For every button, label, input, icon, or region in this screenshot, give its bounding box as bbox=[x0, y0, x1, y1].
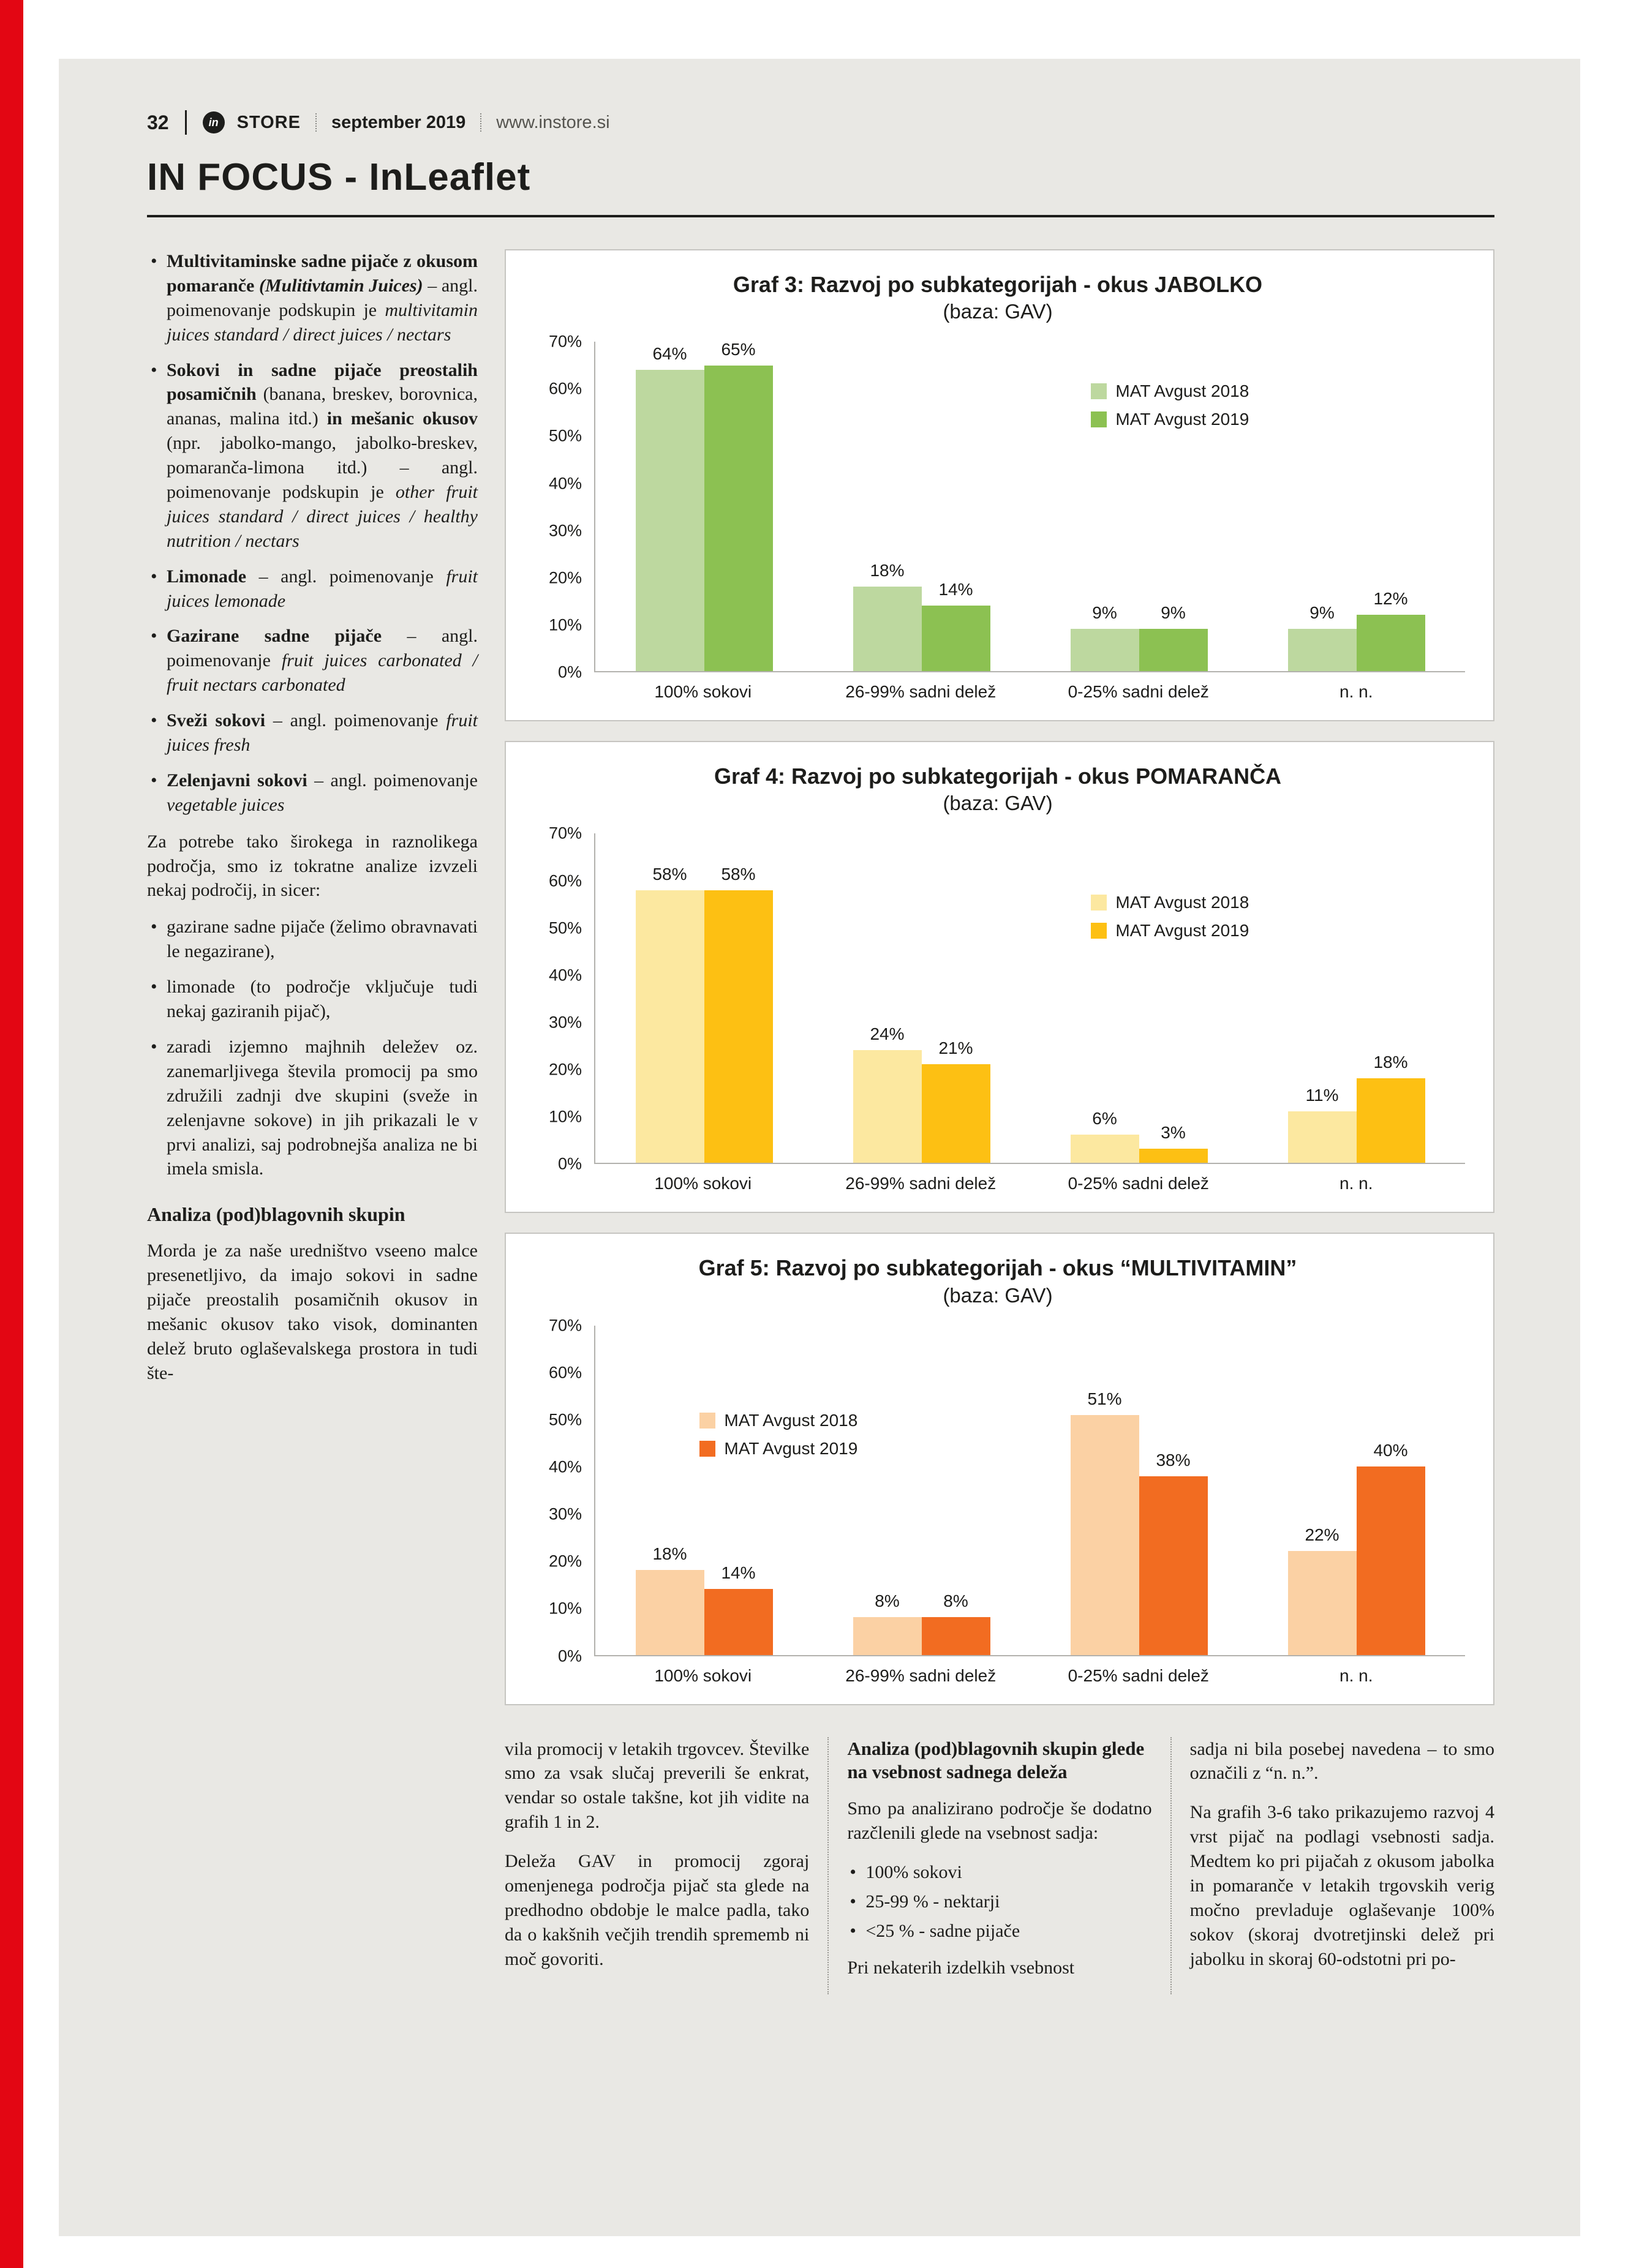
bar-group bbox=[1248, 1326, 1465, 1655]
chart-title: Graf 5: Razvoj po subkategorijah - okus “MULTIVITAMIN” bbox=[698, 1255, 1297, 1281]
bar-group bbox=[1030, 833, 1248, 1163]
chart-title: Graf 3: Razvoj po subkategorijah - okus JABOLKO bbox=[733, 272, 1263, 297]
legend-item bbox=[1091, 921, 1249, 941]
legend-swatch bbox=[699, 1441, 715, 1457]
y-tick-label: 50% bbox=[548, 1410, 582, 1429]
y-tick-label: 40% bbox=[548, 1457, 582, 1476]
x-category-label: 26-99% sadni delež bbox=[845, 1174, 997, 1193]
bar-value-label: 9% bbox=[1092, 603, 1117, 623]
bar bbox=[853, 560, 922, 671]
plot-area bbox=[594, 339, 1465, 672]
bar-value-label: 18% bbox=[1373, 1053, 1408, 1072]
bar bbox=[1288, 1525, 1357, 1654]
y-tick-label: 20% bbox=[548, 1552, 582, 1571]
sidebar-paragraph: Morda je za naše uredništvo vseeno malce presenetljivo, da imajo sokovi in sadne pijače preostalih posamičnih okusov in mešanic okusov tako visok, dominanten delež bruto oglaševalskega prostora in tudi šte- bbox=[147, 1241, 478, 1383]
chart-subtitle: (baza: GAV) bbox=[943, 792, 1053, 815]
bar-value-label: 58% bbox=[652, 864, 687, 884]
legend-label: MAT Avgust 2019 bbox=[724, 1439, 858, 1459]
y-tick-label: 50% bbox=[548, 426, 582, 445]
legend-item bbox=[699, 1439, 857, 1459]
legend-label: MAT Avgust 2018 bbox=[1115, 381, 1249, 400]
chart-title: Graf 4: Razvoj po subkategorijah - okus POMARANČA bbox=[714, 764, 1282, 789]
fruit-content-list bbox=[847, 1860, 1151, 1943]
bar-value-label: 14% bbox=[721, 1563, 756, 1582]
y-tick-label: 10% bbox=[548, 1599, 582, 1618]
bar bbox=[1288, 1085, 1357, 1163]
bar bbox=[922, 1038, 990, 1163]
bar-value-label: 18% bbox=[652, 1544, 687, 1564]
plot-area bbox=[594, 833, 1465, 1164]
bar-group bbox=[1248, 342, 1465, 671]
chart-area bbox=[530, 824, 1465, 1173]
bar-value-label: 14% bbox=[938, 579, 973, 599]
chart-legend bbox=[1091, 381, 1249, 429]
bar-value-label: 58% bbox=[721, 864, 756, 884]
bar-group bbox=[1030, 1326, 1248, 1655]
bar bbox=[1357, 1441, 1425, 1654]
x-category-label: 100% sokovi bbox=[654, 682, 752, 702]
plot-area bbox=[594, 1326, 1465, 1656]
legend-label: MAT Avgust 2019 bbox=[1115, 409, 1249, 429]
bar bbox=[1071, 1109, 1139, 1163]
x-category-label: 26-99% sadni delež bbox=[845, 682, 997, 702]
legend-label: MAT Avgust 2019 bbox=[1115, 921, 1249, 941]
list-item: • zaradi izjemno majhnih deležev oz. zanemarljivega števila promocij pa smo združili zadnji dve skupini (sveže in zelenjavne sokove) in jih prikazali le v prvi analizi, saj podrobnejša analiza ne bi imela smisla. bbox=[147, 1035, 478, 1181]
y-tick-label: 40% bbox=[548, 966, 582, 985]
bar bbox=[704, 339, 773, 672]
y-tick-label: 20% bbox=[548, 568, 582, 587]
instore-logo-icon bbox=[203, 111, 225, 133]
legend-item bbox=[1091, 893, 1249, 912]
bar-value-label: 8% bbox=[943, 1591, 968, 1611]
legend-swatch bbox=[1091, 383, 1107, 399]
x-category-label: 0-25% sadni delež bbox=[1068, 682, 1209, 702]
category-bullet-list bbox=[147, 249, 478, 817]
main-column bbox=[505, 249, 1494, 1994]
y-tick-label: 50% bbox=[548, 918, 582, 937]
bar-value-label: 22% bbox=[1305, 1525, 1339, 1545]
y-axis bbox=[530, 1316, 594, 1665]
bar-group bbox=[595, 1326, 813, 1655]
bar-value-label: 3% bbox=[1161, 1123, 1186, 1143]
bar bbox=[922, 579, 990, 672]
y-tick-label: 30% bbox=[548, 1504, 582, 1523]
intro-paragraph: Za potrebe tako širokega in raznolikega področja, smo iz tokratne analize izvzeli nekaj področij, in sicer: bbox=[147, 831, 478, 901]
list-item: • Zelenjavni sokovi – angl. poimenovanje vegetable juices bbox=[147, 768, 478, 817]
chart-panel-graf5 bbox=[505, 1233, 1494, 1705]
legend-swatch bbox=[1091, 895, 1107, 911]
left-text-column bbox=[147, 249, 478, 1994]
list-item: • Multivitaminske sadne pijače z okusom pomaranče (Mulitivtamin Juices) – angl. poimenovanje podskupin je multivitamin juices standard / direct juices / nectars bbox=[147, 249, 478, 347]
magazine-page bbox=[59, 59, 1580, 2236]
logo-letters: in bbox=[208, 116, 219, 129]
paragraph: Na grafih 3-6 tako prikazujemo razvoj 4 vrst pijač na podlagi vsebnosti sadja. Medtem ko pri pijačah z okusom jabolka in pomaranče v letakih trgovskih verig močno prevladuje oglaševanje 100% sokov (skoraj dvotretjinski delež pri jabolku in skoraj 60-odstotni pri po- bbox=[1189, 1802, 1494, 1969]
bar bbox=[1139, 1123, 1208, 1163]
bar-group bbox=[813, 342, 1030, 671]
y-tick-label: 0% bbox=[557, 1647, 582, 1665]
x-category-label: n. n. bbox=[1339, 1665, 1373, 1685]
red-edge-stripe bbox=[0, 0, 23, 2268]
header-separator bbox=[480, 113, 481, 132]
bar-value-label: 9% bbox=[1161, 603, 1186, 623]
legend-label: MAT Avgust 2018 bbox=[724, 1411, 858, 1430]
paragraph: Smo pa analizirano področje še dodatno razčlenili glede na vsebnost sadja: bbox=[847, 1798, 1152, 1843]
bar bbox=[1357, 1053, 1425, 1163]
bar-value-label: 12% bbox=[1373, 588, 1408, 608]
legend-item bbox=[1091, 381, 1249, 401]
legend-swatch bbox=[1091, 411, 1107, 427]
paragraph: vila promocij v letakih trgovcev. Številke smo za vsak slučaj preverili še enkrat, vendar so ostale takšne, kot jih vidite na grafih 1 in 2. bbox=[505, 1738, 810, 1833]
page-number: 32 bbox=[147, 111, 169, 133]
sidebar-heading: Analiza (pod)blagovnih skupin bbox=[147, 1203, 405, 1226]
x-axis bbox=[594, 1666, 1465, 1686]
bar-value-label: 24% bbox=[870, 1024, 905, 1043]
list-item: • gazirane sadne pijače (želimo obravnavati le negazirane), bbox=[147, 915, 478, 964]
y-axis bbox=[530, 824, 594, 1173]
list-item: • 25-99 % - nektarji bbox=[847, 1890, 1151, 1914]
bar bbox=[1071, 1389, 1139, 1655]
y-tick-label: 40% bbox=[548, 474, 582, 493]
y-tick-label: 70% bbox=[548, 332, 582, 351]
bar bbox=[636, 344, 704, 671]
list-item: • Limonade – angl. poimenovanje fruit juices lemonade bbox=[147, 565, 478, 614]
brand-name: STORE bbox=[236, 112, 301, 132]
list-item: • Sveži sokovi – angl. poimenovanje fruit juices fresh bbox=[147, 708, 478, 757]
bar-group bbox=[813, 1326, 1030, 1655]
page-title: IN FOCUS - InLeaflet bbox=[147, 156, 531, 198]
list-item: • <25 % - sadne pijače bbox=[847, 1919, 1151, 1943]
paragraph: sadja ni bila posebej navedena – to smo označili z “n. n.”. bbox=[1189, 1738, 1494, 1784]
list-item: • Gazirane sadne pijače – angl. poimenovanje fruit juices carbonated / fruit nectars carbonated bbox=[147, 624, 478, 697]
legend-label: MAT Avgust 2018 bbox=[1115, 893, 1249, 912]
x-category-label: 100% sokovi bbox=[654, 1665, 752, 1685]
x-category-label: 26-99% sadni delež bbox=[845, 1665, 997, 1685]
content-area bbox=[147, 249, 1494, 1994]
bar bbox=[636, 1544, 704, 1654]
chart-subtitle: (baza: GAV) bbox=[943, 1283, 1053, 1307]
list-item: • 100% sokovi bbox=[847, 1860, 1151, 1885]
paragraph: Pri nekaterih izdelkih vsebnost bbox=[847, 1957, 1075, 1978]
list-item: • Sokovi in sadne pijače preostalih posamičnih (banana, breskev, borovnica, ananas, malina itd.) in mešanic okusov (npr. jabolko-mango, jabolko-breskev, pomaranča-limona itd.) – angl. poimenovanje podskupin je other fruit juices standard / direct juices / healthy nutrition / nectars bbox=[147, 358, 478, 554]
website-url: www.instore.si bbox=[496, 112, 610, 132]
bar-value-label: 18% bbox=[870, 560, 905, 580]
y-tick-label: 30% bbox=[548, 521, 582, 540]
bar-value-label: 9% bbox=[1309, 603, 1335, 623]
legend-swatch bbox=[699, 1413, 715, 1429]
list-item: • limonade (to področje vključuje tudi nekaj gaziranih pijač), bbox=[147, 975, 478, 1024]
header-divider bbox=[185, 110, 187, 135]
y-tick-label: 70% bbox=[548, 1316, 582, 1335]
bar bbox=[1139, 1450, 1208, 1655]
bar-value-label: 8% bbox=[875, 1591, 900, 1611]
bar-value-label: 40% bbox=[1373, 1441, 1408, 1460]
chart-area bbox=[530, 1316, 1465, 1665]
bar bbox=[1139, 603, 1208, 671]
chart-legend bbox=[1091, 893, 1249, 941]
bar-value-label: 51% bbox=[1087, 1389, 1122, 1408]
issue-date: september 2019 bbox=[331, 112, 466, 132]
y-tick-label: 70% bbox=[548, 824, 582, 843]
paragraph: Deleža GAV in promocij zgoraj omenjenega področja pijač sta glede na predhodno obdobje le malce padla, tako da o kakšnih večjih trendih sprememb ni moč govoriti. bbox=[505, 1851, 810, 1969]
bar bbox=[853, 1591, 922, 1654]
page-header bbox=[147, 110, 1494, 135]
y-tick-label: 60% bbox=[548, 871, 582, 890]
y-tick-label: 60% bbox=[548, 1363, 582, 1382]
legend-item bbox=[699, 1411, 857, 1430]
bar-group bbox=[813, 833, 1030, 1163]
bar-group bbox=[1248, 833, 1465, 1163]
bar-group bbox=[595, 339, 813, 671]
bottom-column-1 bbox=[505, 1737, 827, 1995]
legend-swatch bbox=[1091, 923, 1107, 939]
chart-area bbox=[530, 332, 1465, 682]
y-tick-label: 60% bbox=[548, 379, 582, 398]
bar-value-label: 65% bbox=[721, 339, 756, 359]
x-category-label: 0-25% sadni delež bbox=[1068, 1665, 1209, 1685]
x-axis bbox=[594, 682, 1465, 702]
bottom-text-row bbox=[505, 1737, 1494, 1995]
y-axis bbox=[530, 332, 594, 682]
exclusion-bullet-list bbox=[147, 915, 478, 1181]
chart-panel-graf3 bbox=[505, 249, 1494, 721]
y-tick-label: 0% bbox=[557, 1154, 582, 1173]
bottom-column-2 bbox=[827, 1737, 1170, 1995]
chart-legend bbox=[699, 1411, 857, 1459]
x-category-label: n. n. bbox=[1339, 682, 1373, 702]
bar-value-label: 6% bbox=[1092, 1109, 1117, 1128]
y-tick-label: 0% bbox=[557, 663, 582, 682]
y-tick-label: 10% bbox=[548, 1107, 582, 1126]
bar-value-label: 21% bbox=[938, 1038, 973, 1057]
legend-item bbox=[1091, 410, 1249, 429]
chart-panel-graf4 bbox=[505, 741, 1494, 1213]
y-tick-label: 20% bbox=[548, 1060, 582, 1079]
header-separator bbox=[315, 113, 317, 132]
y-tick-label: 30% bbox=[548, 1013, 582, 1032]
bar bbox=[853, 1024, 922, 1163]
bar bbox=[1288, 603, 1357, 671]
bar-value-label: 11% bbox=[1305, 1085, 1339, 1105]
x-category-label: n. n. bbox=[1339, 1174, 1373, 1193]
bottom-heading: Analiza (pod)blagovnih skupin glede na vsebnost sadnega deleža bbox=[847, 1737, 1145, 1783]
bar-group bbox=[595, 833, 813, 1163]
bar bbox=[922, 1591, 990, 1654]
bar bbox=[1071, 603, 1139, 671]
bottom-column-3 bbox=[1170, 1737, 1494, 1995]
chart-subtitle: (baza: GAV) bbox=[943, 300, 1053, 323]
x-category-label: 0-25% sadni delež bbox=[1068, 1174, 1209, 1193]
x-category-label: 100% sokovi bbox=[654, 1174, 752, 1193]
title-rule bbox=[147, 215, 1494, 217]
bar bbox=[636, 864, 704, 1163]
x-axis bbox=[594, 1174, 1465, 1193]
bar bbox=[704, 864, 773, 1163]
bar-value-label: 38% bbox=[1156, 1450, 1191, 1470]
bar-value-label: 64% bbox=[652, 344, 687, 364]
bar bbox=[704, 1563, 773, 1655]
bar bbox=[1357, 588, 1425, 671]
y-tick-label: 10% bbox=[548, 615, 582, 634]
